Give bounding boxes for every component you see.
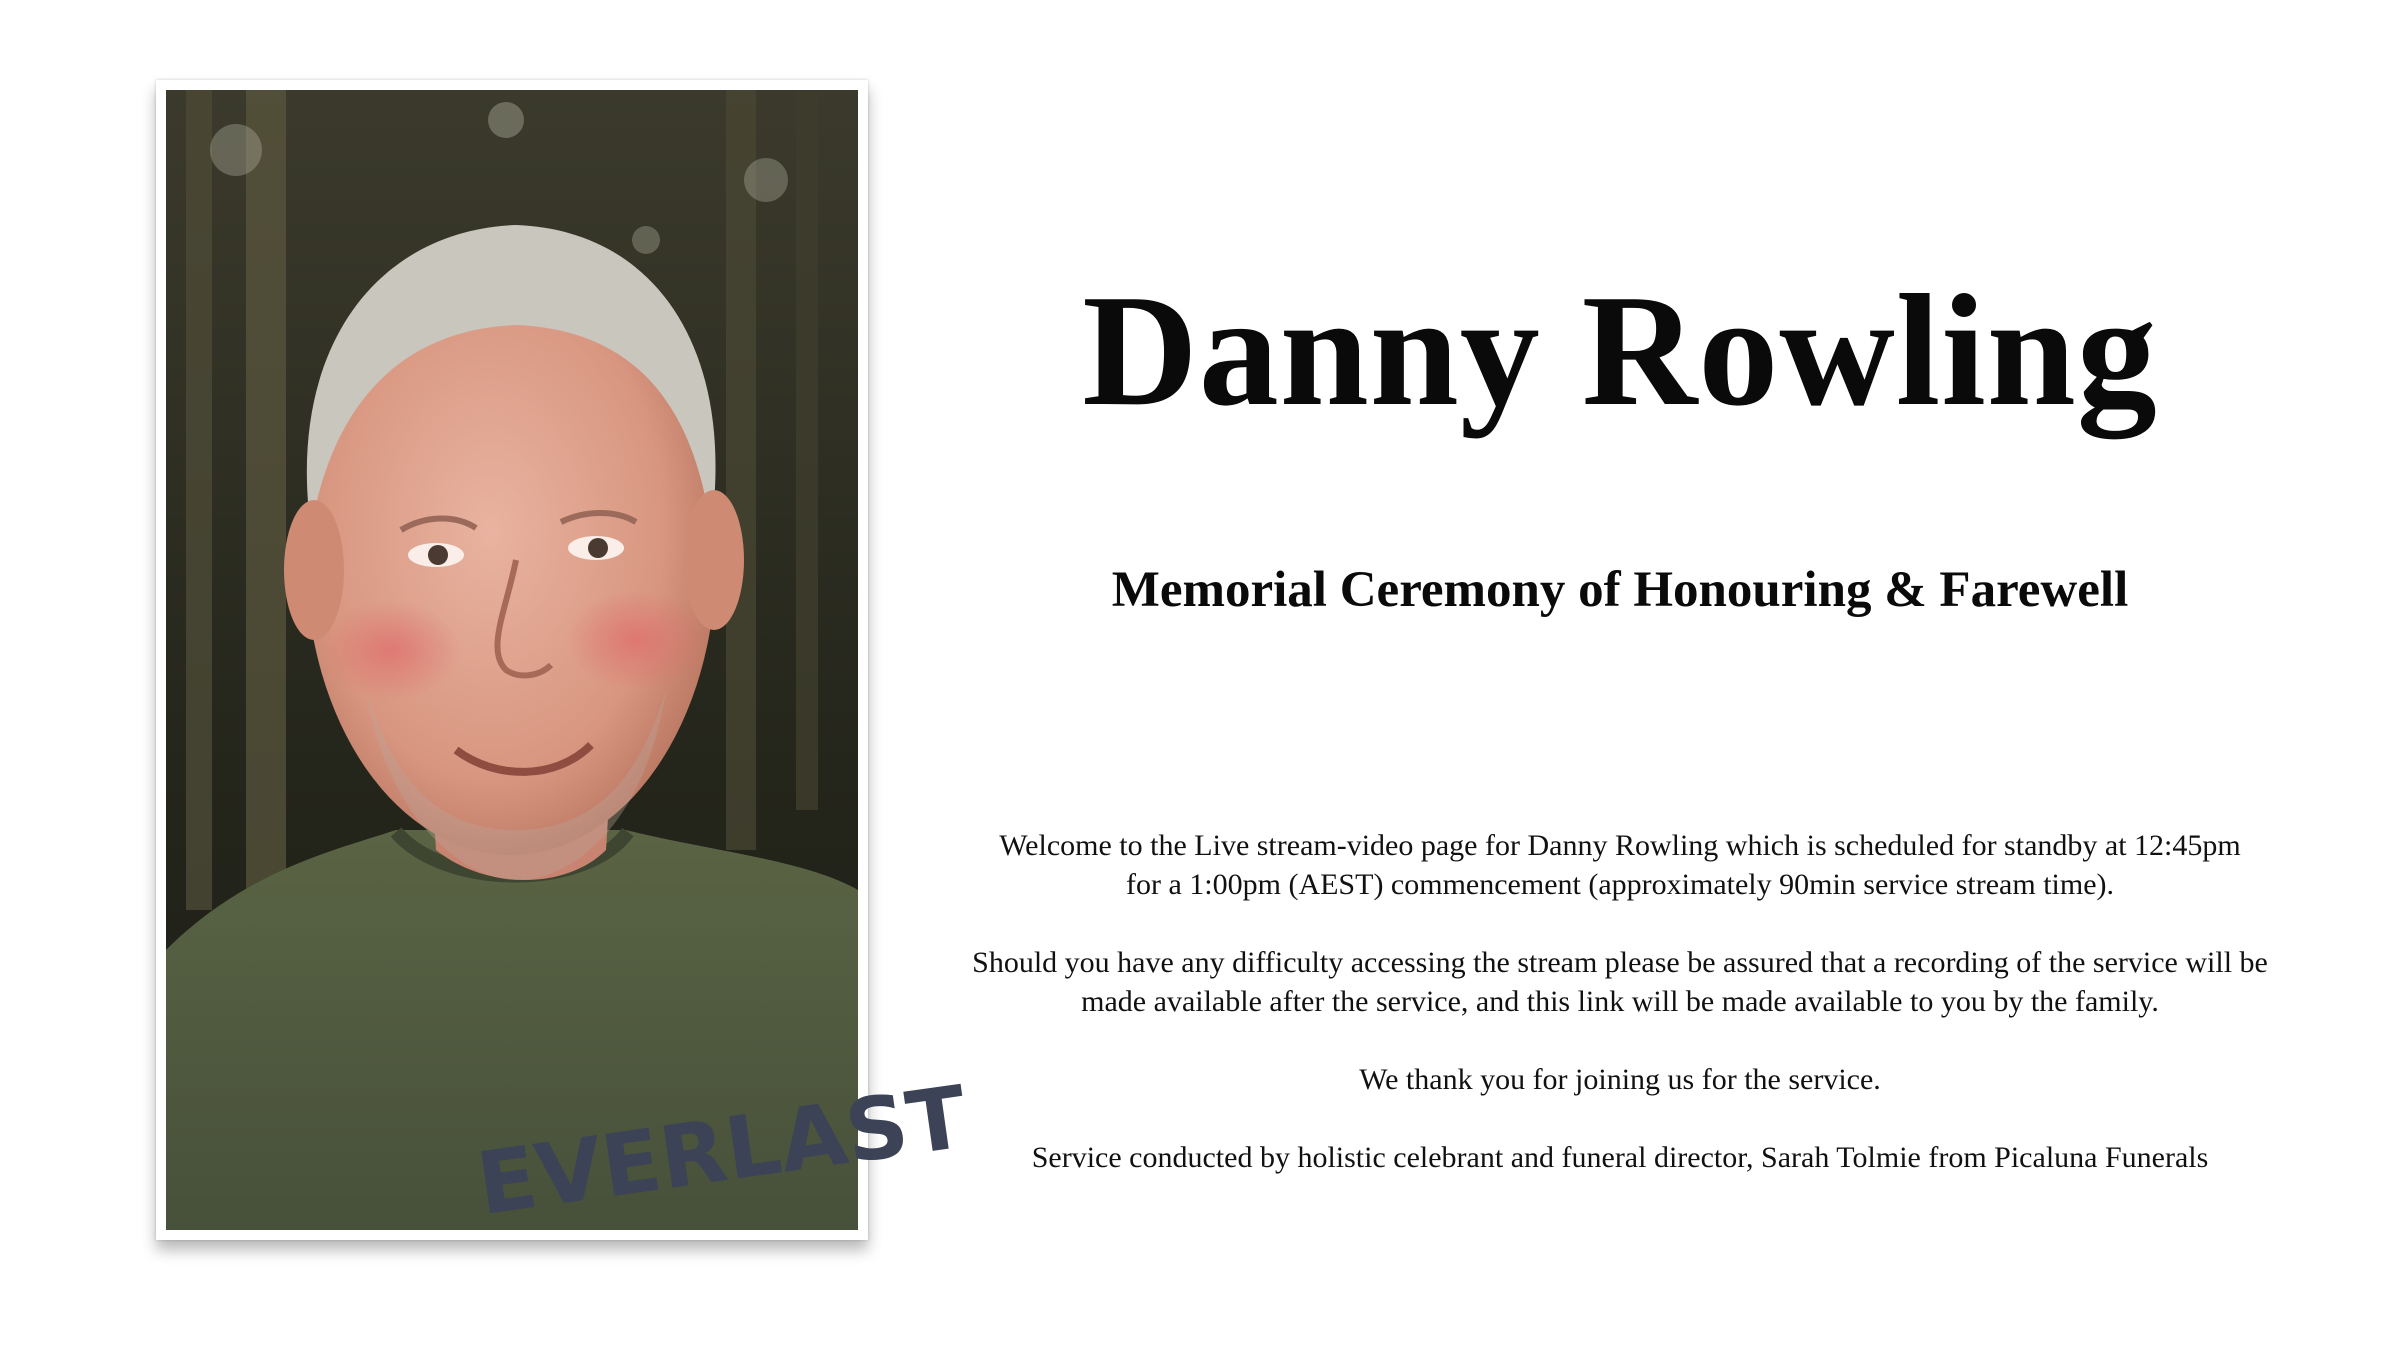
shirt-print-text: EVERLAST <box>471 1067 973 1236</box>
welcome-paragraph: Welcome to the Live stream-video page for Danny Rowling which is scheduled for standby at 12:45pm for a 1:00pm (AEST) commencement (approximately 90min service stream time). <box>999 829 2241 901</box>
deceased-name-title: Danny Rowling <box>1082 261 2158 439</box>
portrait-illustration <box>166 90 973 1236</box>
portrait-photo-frame <box>156 80 973 1240</box>
livestream-information <box>940 826 2300 1216</box>
ceremony-subtitle: Memorial Ceremony of Honouring & Farewell <box>1111 562 2129 618</box>
portrait-photo <box>166 90 973 1236</box>
difficulty-paragraph: Should you have any difficulty accessing the stream please be assured that a recording of the service will be made available after the service, and this link will be made available to you by the family. <box>972 946 2268 1018</box>
conducted-by-paragraph: Service conducted by holistic celebrant and funeral director, Sarah Tolmie from Picaluna Funerals <box>1031 1141 2209 1174</box>
memorial-text-column <box>900 0 2340 1350</box>
thanks-paragraph: We thank you for joining us for the service. <box>1359 1063 1881 1096</box>
